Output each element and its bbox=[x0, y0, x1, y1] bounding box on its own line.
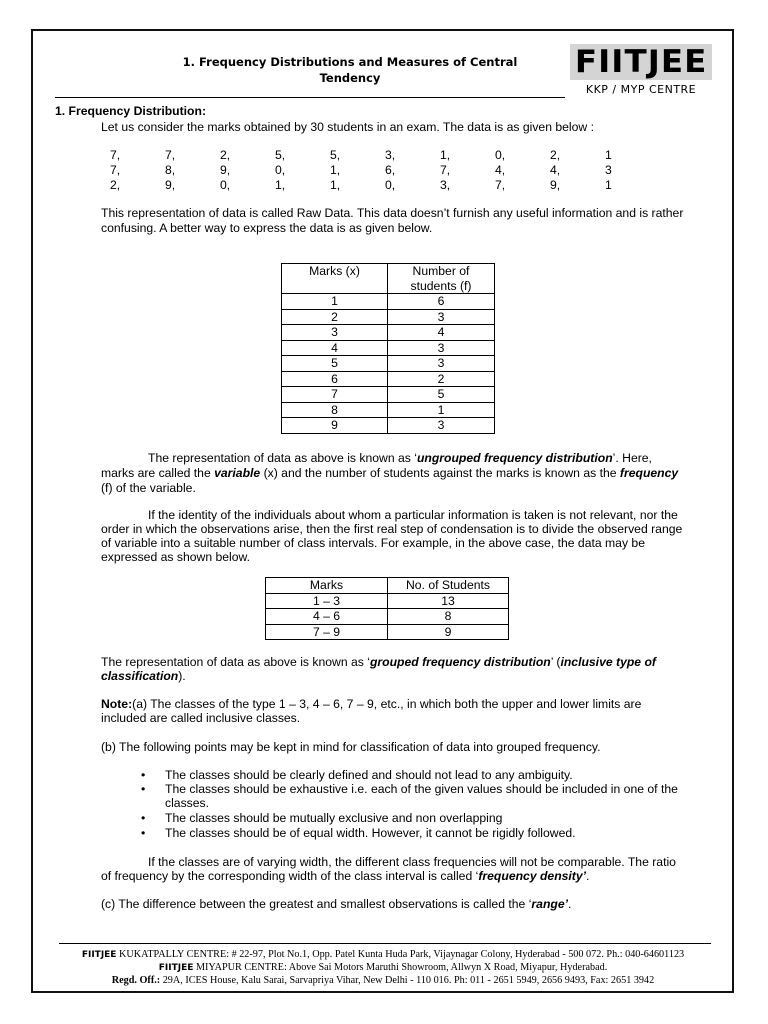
density-line-2 bbox=[101, 869, 721, 884]
centre-label: KKP / MYP CENTRE bbox=[585, 83, 697, 96]
raw-data-value: 0, bbox=[275, 163, 286, 177]
raw-data-value: 5, bbox=[275, 148, 286, 162]
raw-data-value: 4, bbox=[495, 163, 506, 177]
footer-text: 29A, ICES House, Kalu Sarai, Sarvapriya Vihar, New Delhi - 110 016. Ph: 011 - 2651 5949, 2656 9493, Fax: 2651 3942 bbox=[160, 975, 655, 986]
list-item bbox=[143, 826, 713, 840]
bullet-text: • The classes should be of equal width. However, it cannot be rigidly followed. bbox=[165, 826, 576, 840]
cell-count: 4 bbox=[388, 325, 495, 341]
table-row bbox=[266, 609, 509, 625]
cell-marks: 5 bbox=[282, 356, 388, 372]
bullet-text: • The classes should be mutually exclusive and non overlapping bbox=[165, 811, 503, 825]
table-row bbox=[282, 387, 495, 403]
footer-line-3 bbox=[40, 974, 726, 987]
classes-line-3: of variable into a suitable number of class intervals. For example, in the above case, the data may be bbox=[101, 536, 645, 550]
raw-data-value: 3, bbox=[440, 178, 451, 192]
grouped-line-2 bbox=[101, 669, 721, 684]
col-header-students: No. of Students bbox=[388, 578, 509, 594]
cell-marks: 2 bbox=[282, 309, 388, 325]
footer-logo: FIITJEE bbox=[158, 963, 194, 973]
raw-data-value: 1 bbox=[605, 148, 612, 162]
cell-marks: 7 bbox=[282, 387, 388, 403]
raw-data-value: 1, bbox=[440, 148, 451, 162]
cell-count: 3 bbox=[388, 418, 495, 434]
cell-marks: 4 – 6 bbox=[266, 609, 388, 625]
text-run: ’. Here, bbox=[612, 451, 652, 465]
cell-marks: 4 bbox=[282, 340, 388, 356]
table-row bbox=[282, 418, 495, 434]
text-run: ’ ( bbox=[550, 655, 561, 669]
raw-data-value: 7, bbox=[110, 148, 121, 162]
raw-data-value: 7, bbox=[440, 163, 451, 177]
text-run: (x) and the number of students against the marks is known as the bbox=[260, 466, 620, 480]
table-row bbox=[266, 624, 509, 640]
cell-count: 13 bbox=[388, 593, 509, 609]
raw-data-value: 3 bbox=[605, 163, 612, 177]
page-title bbox=[170, 54, 530, 86]
raw-note-line-1: This representation of data is called Raw Data. This data doesn’t furnish any useful information and is rather bbox=[101, 206, 684, 220]
text-run: of frequency by the corresponding width of the class interval is called ‘ bbox=[101, 869, 479, 883]
footer-text: MIYAPUR CENTRE: Above Sai Motors Maruthi Showroom, Allwyn X Road, Miyapur, Hyderabad. bbox=[195, 962, 608, 973]
cell-count: 3 bbox=[388, 309, 495, 325]
raw-data-value: 9, bbox=[550, 178, 561, 192]
note-line-1 bbox=[101, 697, 721, 712]
term-ungrouped: ungrouped frequency distribution bbox=[416, 451, 613, 465]
text-run: . bbox=[568, 897, 572, 911]
raw-data-value: 6, bbox=[385, 163, 396, 177]
table-row bbox=[282, 371, 495, 387]
ungrouped-line-2 bbox=[101, 466, 721, 481]
point-b: (b) The following points may be kept in mind for classification of data into grouped frequency. bbox=[101, 740, 601, 754]
list-item bbox=[143, 768, 713, 782]
classes-line-2: order in which the observations arise, then the first real step of condensation is to divide the observed range bbox=[101, 522, 683, 536]
col-header-marks: Marks bbox=[266, 578, 388, 594]
raw-data-value: 0, bbox=[220, 178, 231, 192]
bullet-text: • The classes should be clearly defined and should not lead to any ambiguity. bbox=[165, 768, 573, 782]
text-run: The representation of data as above is known as ‘ bbox=[148, 451, 417, 465]
col-header-students: Number of students (f) bbox=[388, 264, 495, 294]
footer-label: Regd. Off.: bbox=[111, 975, 161, 986]
raw-data-value: 3, bbox=[385, 148, 396, 162]
table-row bbox=[282, 325, 495, 341]
term-range: range’ bbox=[531, 897, 568, 911]
table-row bbox=[282, 294, 495, 310]
raw-data-value: 9, bbox=[220, 163, 231, 177]
text-run: marks are called the bbox=[101, 466, 215, 480]
cell-marks: 7 – 9 bbox=[266, 624, 388, 640]
cell-marks: 1 – 3 bbox=[266, 593, 388, 609]
cell-count: 9 bbox=[388, 624, 509, 640]
cell-count: 3 bbox=[388, 340, 495, 356]
term-classification: classification bbox=[101, 669, 179, 683]
grouped-frequency-table bbox=[265, 577, 509, 640]
table-row bbox=[282, 340, 495, 356]
classes-line-4: expressed as shown below. bbox=[101, 550, 251, 564]
raw-data-value: 1, bbox=[330, 163, 341, 177]
ungrouped-line-3: (f) of the variable. bbox=[101, 481, 196, 495]
raw-data-value: 7, bbox=[165, 148, 176, 162]
raw-data-value: 5, bbox=[330, 148, 341, 162]
raw-data-value: 2, bbox=[550, 148, 561, 162]
raw-data-value: 2, bbox=[110, 178, 121, 192]
cell-count: 8 bbox=[388, 609, 509, 625]
raw-data-value: 9, bbox=[165, 178, 176, 192]
logo-text: FIITJEE bbox=[574, 44, 708, 80]
term-variable: variable bbox=[214, 466, 261, 480]
intro-text: Let us consider the marks obtained by 30 students in an exam. The data is as given below : bbox=[101, 120, 594, 134]
table-row bbox=[282, 356, 495, 372]
grouped-line-1 bbox=[101, 655, 721, 670]
note-label: Note: bbox=[101, 697, 133, 711]
cell-count: 6 bbox=[388, 294, 495, 310]
table-row bbox=[266, 593, 509, 609]
title-line-1: 1. Frequency Distributions and Measures of Central bbox=[182, 55, 518, 69]
cell-marks: 8 bbox=[282, 402, 388, 418]
table-header-row bbox=[282, 264, 495, 294]
cell-marks: 6 bbox=[282, 371, 388, 387]
table-header-row bbox=[266, 578, 509, 594]
text-run: ). bbox=[178, 669, 186, 683]
ungrouped-frequency-table bbox=[281, 263, 495, 434]
cell-marks: 1 bbox=[282, 294, 388, 310]
raw-note-line-2: confusing. A better way to express the data is as given below. bbox=[101, 221, 433, 235]
raw-data-value: 0, bbox=[495, 148, 506, 162]
range-line bbox=[101, 897, 721, 912]
raw-data-value: 8, bbox=[165, 163, 176, 177]
note-line-2: included are called inclusive classes. bbox=[101, 711, 301, 725]
text-run: . bbox=[586, 869, 590, 883]
raw-data-value: 0, bbox=[385, 178, 396, 192]
text-run: (a) The classes of the type 1 – 3, 4 – 6, 7 – 9, etc., in which both the upper and lower limits are bbox=[132, 697, 642, 711]
term-frequency: frequency bbox=[619, 466, 679, 480]
raw-data-value: 7, bbox=[495, 178, 506, 192]
cell-count: 1 bbox=[388, 402, 495, 418]
table-row bbox=[282, 309, 495, 325]
title-line-2: Tendency bbox=[319, 71, 381, 85]
raw-data-value: 1 bbox=[605, 178, 612, 192]
raw-data-value: 7, bbox=[110, 163, 121, 177]
col-header-marks: Marks (x) bbox=[282, 264, 388, 294]
cell-marks: 9 bbox=[282, 418, 388, 434]
footer-logo: FIITJEE bbox=[81, 950, 117, 960]
text-run: The representation of data as above is known as ‘ bbox=[101, 655, 370, 669]
list-item bbox=[143, 811, 713, 825]
table-row bbox=[282, 402, 495, 418]
list-item bbox=[143, 782, 723, 811]
text-run: (c) The difference between the greatest and smallest observations is called the ‘ bbox=[101, 897, 532, 911]
raw-data-value: 1, bbox=[275, 178, 286, 192]
raw-data-value: 4, bbox=[550, 163, 561, 177]
cell-marks: 3 bbox=[282, 325, 388, 341]
cell-count: 3 bbox=[388, 356, 495, 372]
footer-text: KUKATPALLY CENTRE: # 22-97, Plot No.1, Opp. Patel Kunta Huda Park, Vijaynagar Colony, Hyderabad - 500 072. Ph.: 040-64601123 bbox=[119, 949, 685, 960]
raw-data-value: 1, bbox=[330, 178, 341, 192]
term-grouped: grouped frequency distribution bbox=[369, 655, 551, 669]
ungrouped-line-1 bbox=[148, 451, 718, 466]
cell-count: 5 bbox=[388, 387, 495, 403]
footer-rule bbox=[59, 943, 711, 944]
raw-data-value: 2, bbox=[220, 148, 231, 162]
term-frequency-density: frequency density’ bbox=[478, 869, 587, 883]
fiitjee-logo bbox=[570, 44, 712, 80]
classes-line-1: If the identity of the individuals about whom a particular information is taken is not relevant, nor the bbox=[148, 508, 678, 522]
term-inclusive: inclusive type of bbox=[560, 655, 656, 669]
title-underline bbox=[55, 97, 565, 98]
density-line-1: If the classes are of varying width, the different class frequencies will not be comparable. The ratio bbox=[148, 855, 676, 869]
bullet-text: • The classes should be exhaustive i.e. each of the given values should be included in one of the classes. bbox=[165, 782, 678, 811]
footer-line-2 bbox=[40, 961, 726, 975]
cell-count: 2 bbox=[388, 371, 495, 387]
footer-line-1 bbox=[40, 948, 726, 962]
section-heading: 1. Frequency Distribution: bbox=[55, 104, 207, 118]
